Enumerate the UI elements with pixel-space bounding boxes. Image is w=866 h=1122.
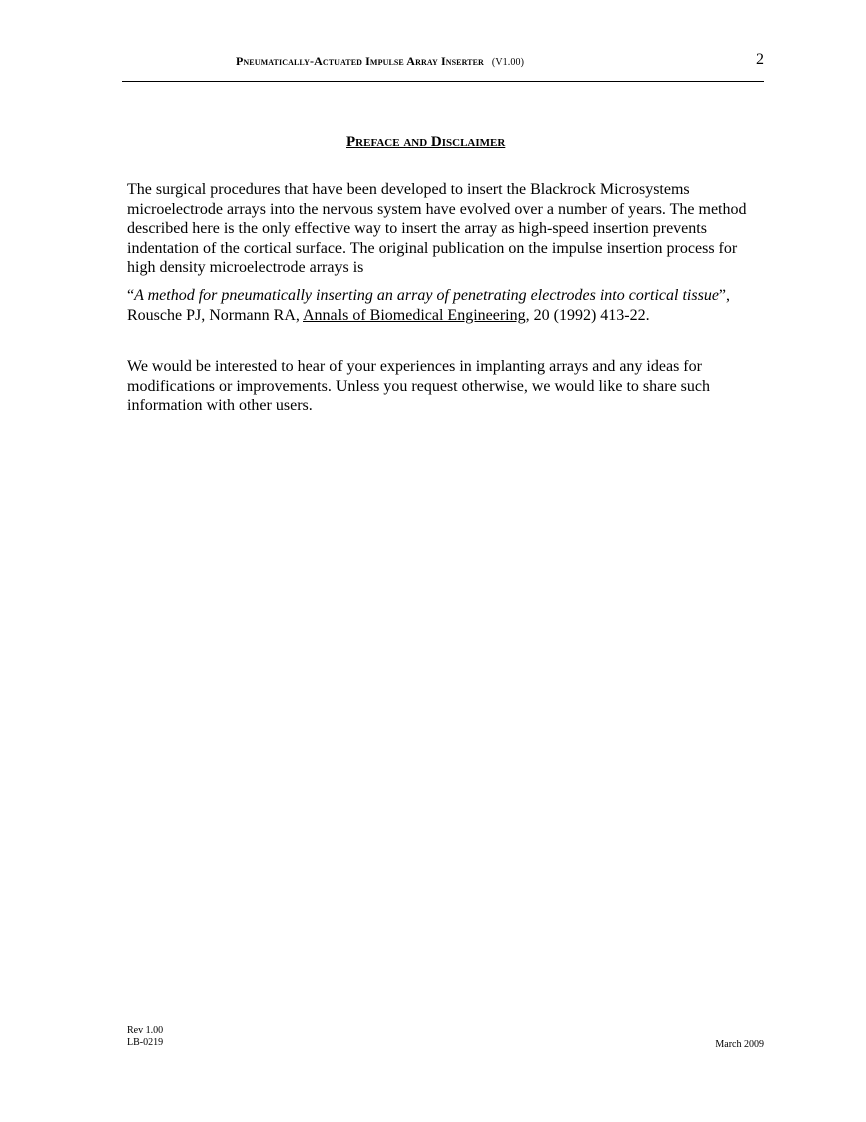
document-title-text: Pneumatically-Actuated Impulse Array Inserter — [236, 54, 484, 68]
citation-journal: Annals of Biomedical Engineering — [303, 306, 526, 324]
page-header — [122, 50, 764, 82]
document-title — [236, 54, 524, 69]
citation-paragraph — [127, 286, 767, 325]
citation-authors: ”, Rousche PJ, Normann RA, — [127, 287, 731, 324]
footer-left — [127, 1025, 163, 1049]
footer-revision: Rev 1.00 — [127, 1025, 164, 1036]
section-title: Preface and Disclaimer — [346, 134, 506, 150]
page-number: 2 — [756, 51, 764, 68]
feedback-paragraph: We would be interested to hear of your experiences in implanting arrays and any ideas for modifications or improvements. Unless you request otherwise, we would like to share such information with other users. — [127, 358, 710, 414]
footer-doc-id: LB-0219 — [127, 1037, 164, 1048]
intro-paragraph: The surgical procedures that have been developed to insert the Blackrock Microsystems microelectrode arrays into the nervous system have evolved over a number of years. The method described here is the only effective way to insert the array as high-speed insertion prevents indentation of the cortical surface. The original publication on the impulse insertion process for high density microelectrode arrays is — [127, 181, 747, 276]
document-version: (V1.00) — [491, 57, 525, 68]
citation-details: , 20 (1992) 413-22. — [525, 306, 650, 324]
footer-date: March 2009 — [715, 1039, 764, 1050]
citation-title: A method for pneumatically inserting an array of penetrating electrodes into cortical tissue — [134, 287, 719, 304]
citation-open-quote: “ — [127, 287, 135, 304]
